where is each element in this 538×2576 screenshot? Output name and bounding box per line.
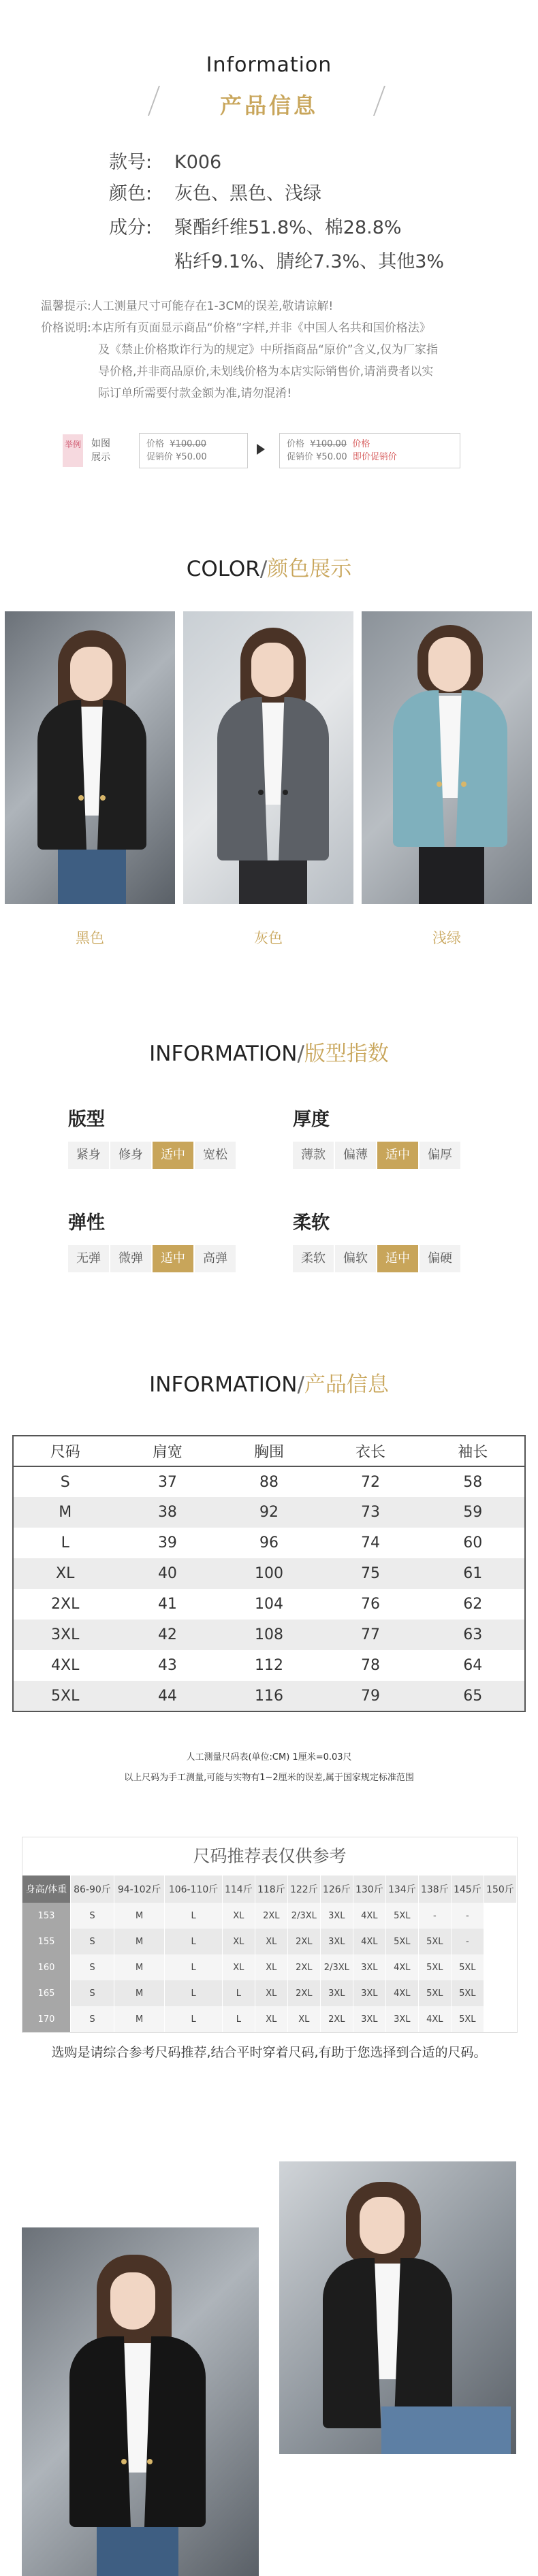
size-cell: 74 — [361, 1534, 380, 1551]
photo-light-green — [362, 611, 532, 904]
fit-option: 微弹 — [110, 1245, 151, 1272]
fit-option-selected: 适中 — [153, 1142, 193, 1169]
bottom-photo-right — [279, 2161, 516, 2454]
height-cell: 155 — [22, 1929, 70, 1954]
fit-option: 宽松 — [195, 1142, 236, 1169]
size-cell: 5XL — [51, 1687, 80, 1705]
fit-option-selected: 适中 — [377, 1245, 418, 1272]
price-original: ¥100.00 — [170, 439, 207, 449]
spec-model-value: K006 — [174, 152, 222, 173]
size-table-header — [13, 1436, 525, 1466]
weight-header: 145斤 — [451, 1875, 484, 1903]
weight-header: 118斤 — [255, 1875, 287, 1903]
recommend-cell: - — [418, 1903, 451, 1929]
fit-option: 柔软 — [293, 1245, 334, 1272]
price-example — [63, 429, 471, 470]
size-cell: L — [61, 1534, 69, 1551]
recommend-cell: 4XL — [385, 1954, 418, 1980]
notice-text — [41, 295, 504, 404]
fit-options — [293, 1142, 462, 1169]
size-cell: 43 — [157, 1657, 177, 1674]
fit-option: 偏薄 — [335, 1142, 376, 1169]
recommend-cell: 5XL — [418, 1980, 451, 2006]
recommend-cell: L — [165, 1903, 223, 1929]
fit-option: 偏软 — [335, 1245, 376, 1272]
spec-model — [109, 147, 221, 174]
recommend-cell: M — [114, 1929, 164, 1954]
arrow-right-icon — [257, 444, 265, 455]
size-cell: 78 — [361, 1657, 380, 1674]
model-face — [360, 2197, 405, 2254]
recommend-cell: 3XL — [320, 1903, 353, 1929]
recommend-cell: 4XL — [418, 2006, 451, 2032]
promo-key: 促销价 — [287, 452, 314, 462]
fit-title-cn: 版型指数 — [304, 1042, 389, 1066]
recommend-cell: M — [114, 2006, 164, 2032]
recommend-cell: XL — [255, 1980, 287, 2006]
recommend-body — [22, 1903, 517, 2032]
spec-material-line1: 聚酯纤维51.8%、棉28.8% — [174, 217, 402, 238]
size-recommend-box — [22, 1837, 518, 2033]
weight-header: 114斤 — [222, 1875, 255, 1903]
color-label-black: 黑色 — [76, 930, 104, 946]
recommend-cell: L — [165, 2006, 223, 2032]
size-cell: XL — [56, 1565, 75, 1582]
size-cell: 2XL — [51, 1596, 80, 1613]
size-cell: 108 — [254, 1626, 283, 1643]
fit-option-selected: 适中 — [153, 1245, 193, 1272]
weight-header: 150斤 — [484, 1875, 516, 1903]
recommend-corner: 身高/体重 — [22, 1875, 70, 1903]
weight-header: 126斤 — [320, 1875, 353, 1903]
color-section-title — [0, 551, 538, 582]
recommend-cell: 4XL — [353, 1929, 385, 1954]
recommend-cell: - — [451, 1929, 484, 1954]
fit-group-title: 弹性 — [68, 1212, 105, 1234]
color-label-green: 浅绿 — [432, 930, 461, 946]
size-cell: 100 — [254, 1565, 283, 1582]
recommend-title: 尺码推荐表仅供参考 — [193, 1846, 347, 1866]
promo-key: 促销价 — [146, 452, 174, 462]
recommend-cell: L — [165, 1954, 223, 1980]
notice-line: 际订单所需要付款金额为准,请勿混淆! — [98, 387, 292, 400]
size-table — [12, 1435, 526, 1712]
recommend-cell: L — [222, 1980, 255, 2006]
recommend-cell: 5XL — [451, 2006, 484, 2032]
size-cell: 41 — [157, 1596, 177, 1613]
size-cell: 116 — [254, 1687, 283, 1705]
jacket-button — [78, 795, 84, 801]
recommend-cell: 5XL — [451, 1980, 484, 2006]
promo-price: ¥50.00 — [176, 452, 207, 462]
column-header: 尺码 — [50, 1444, 80, 1461]
fit-option-selected: 适中 — [377, 1142, 418, 1169]
bottom-photo-left — [22, 2227, 259, 2576]
size-title-cn: 产品信息 — [304, 1372, 389, 1397]
price-box-after — [279, 433, 460, 468]
fit-option: 薄款 — [293, 1142, 334, 1169]
size-cell: 77 — [361, 1626, 380, 1643]
recommend-cell: S — [70, 1980, 114, 2006]
info-title-cn: 产品信息 — [219, 93, 318, 118]
size-cell: 3XL — [51, 1626, 80, 1643]
weight-header: 94-102斤 — [114, 1875, 164, 1903]
size-cell: 65 — [463, 1687, 483, 1705]
color-title-cn: 颜色展示 — [267, 557, 352, 581]
fit-group-elasticity — [68, 1208, 237, 1272]
fit-group-cut — [68, 1104, 237, 1169]
model-trousers — [239, 860, 307, 904]
size-row — [13, 1620, 525, 1650]
recommend-cell: 2XL — [287, 1980, 320, 2006]
size-cell: 64 — [463, 1657, 483, 1674]
recommend-cell: XL — [222, 1903, 255, 1929]
spec-color — [109, 178, 321, 205]
size-cell: 38 — [157, 1504, 177, 1521]
recommend-cell: 5XL — [385, 1903, 418, 1929]
recommend-header — [22, 1875, 517, 1903]
size-cell: 96 — [259, 1534, 279, 1551]
size-cell: 44 — [157, 1687, 177, 1705]
spec-material-line2: 粘纤9.1%、腈纶7.3%、其他3% — [174, 251, 445, 272]
recommend-cell: S — [70, 1903, 114, 1929]
recommend-cell: S — [70, 1929, 114, 1954]
size-table-body — [13, 1466, 525, 1711]
size-cell: 37 — [157, 1473, 177, 1491]
photo-black — [5, 611, 175, 904]
size-cell: 76 — [361, 1596, 380, 1613]
height-cell: 170 — [22, 2006, 70, 2032]
color-title-en: COLOR — [186, 557, 260, 581]
recommend-cell: 5XL — [418, 1954, 451, 1980]
recommend-cell: XL — [222, 1929, 255, 1954]
spec-material — [109, 212, 402, 239]
price-box-before — [139, 433, 248, 468]
model-trousers — [419, 847, 484, 904]
recommend-cell: 5XL — [385, 1929, 418, 1954]
recommend-cell: XL — [255, 1954, 287, 1980]
spec-color-key: 颜色: — [109, 183, 153, 204]
size-cell: 60 — [463, 1534, 483, 1551]
price-key: 价格 — [146, 439, 165, 449]
recommend-cell: 2XL — [287, 1954, 320, 1980]
fit-group-thickness — [293, 1104, 462, 1169]
recommend-cell: - — [451, 1903, 484, 1929]
fit-options — [68, 1245, 237, 1272]
column-header: 袖长 — [458, 1444, 488, 1461]
example-label — [91, 437, 110, 464]
size-cell: 75 — [361, 1565, 380, 1582]
size-cell: 72 — [361, 1473, 380, 1491]
jacket-button — [147, 2459, 153, 2464]
jacket-button — [461, 782, 466, 787]
size-row — [13, 1497, 525, 1528]
recommend-cell: L — [165, 1980, 223, 2006]
model-face — [428, 637, 471, 692]
fit-option: 偏硬 — [420, 1245, 460, 1272]
weight-header: 106-110斤 — [165, 1875, 223, 1903]
model-jeans — [381, 2406, 511, 2454]
recommend-cell: 2XL — [287, 1929, 320, 1954]
jacket-button — [258, 790, 264, 795]
recommend-cell: 2/3XL — [320, 1954, 353, 1980]
size-title-en: INFORMATION — [149, 1372, 298, 1397]
size-cell: 61 — [463, 1565, 483, 1582]
recommend-cell: 3XL — [353, 1980, 385, 2006]
recommend-cell: S — [70, 2006, 114, 2032]
recommend-cell: M — [114, 1903, 164, 1929]
weight-header: 86-90斤 — [70, 1875, 114, 1903]
notice-line: 价格说明:本店所有页面显示商品“价格”字样,并非《中国人名共和国价格法》 — [41, 321, 431, 335]
size-cell: 59 — [463, 1504, 483, 1521]
recommend-cell: L — [222, 2006, 255, 2032]
title-slash: / — [259, 557, 268, 581]
model-face — [251, 643, 294, 697]
recommend-cell: 2XL — [255, 1903, 287, 1929]
recommend-row — [22, 1954, 517, 1980]
size-cell: 88 — [259, 1473, 279, 1491]
recommend-cell: 2/3XL — [287, 1903, 320, 1929]
recommend-cell: 4XL — [385, 1980, 418, 2006]
recommend-cell: 3XL — [353, 1954, 385, 1980]
recommend-cell: 2XL — [320, 2006, 353, 2032]
recommend-cell: M — [114, 1980, 164, 2006]
recommend-row — [22, 2006, 517, 2032]
recommend-row — [22, 1980, 517, 2006]
weight-header: 138斤 — [418, 1875, 451, 1903]
size-cell: 39 — [157, 1534, 177, 1551]
color-label-grey: 灰色 — [254, 930, 283, 946]
promo-price: ¥50.00 — [316, 452, 347, 462]
size-cell: 112 — [254, 1657, 283, 1674]
notice-line: 温馨提示:人工测量尺寸可能存在1-3CM的误差,敬请谅解! — [41, 300, 334, 313]
fit-option: 紧身 — [68, 1142, 109, 1169]
recommend-cell: 4XL — [353, 1903, 385, 1929]
size-note-1: 人工测量尺码表(单位:CM) 1厘米=0.03尺 — [186, 1752, 352, 1762]
size-section-title — [0, 1367, 538, 1398]
jacket-button — [283, 790, 288, 795]
fit-option: 高弹 — [195, 1245, 236, 1272]
fit-group-softness — [293, 1208, 462, 1272]
height-cell: 160 — [22, 1954, 70, 1980]
model-face — [110, 2272, 155, 2330]
size-cell: S — [60, 1473, 70, 1491]
model-jeans — [97, 2527, 178, 2576]
fit-option: 修身 — [110, 1142, 151, 1169]
price-original: ¥100.00 — [310, 439, 347, 449]
fit-options — [68, 1142, 237, 1169]
spec-color-value: 灰色、黑色、浅绿 — [174, 183, 321, 204]
fit-options — [293, 1245, 462, 1272]
spec-material-key: 成分: — [109, 217, 153, 238]
recommend-cell: M — [114, 1954, 164, 1980]
size-row — [13, 1558, 525, 1589]
price-key: 价格 — [287, 439, 305, 449]
recommend-table — [22, 1875, 517, 2032]
price-tag: 价格 — [352, 439, 370, 449]
jacket-button — [100, 795, 106, 801]
recommend-cell: XL — [255, 2006, 287, 2032]
size-cell: 79 — [361, 1687, 380, 1705]
example-badge: 举例 — [63, 434, 83, 467]
example-label-line1: 如图 — [91, 438, 110, 449]
fit-group-title: 柔软 — [293, 1212, 330, 1234]
weight-header: 130斤 — [353, 1875, 385, 1903]
jacket-button — [121, 2459, 127, 2464]
size-cell: 73 — [361, 1504, 380, 1521]
size-cell: 40 — [157, 1565, 177, 1582]
model-face — [70, 647, 112, 701]
size-cell: M — [59, 1504, 72, 1521]
recommend-cell: 3XL — [385, 2006, 418, 2032]
title-slash: / — [297, 1372, 304, 1397]
size-cell: 92 — [259, 1504, 279, 1521]
recommend-cell: XL — [222, 1954, 255, 1980]
fit-group-title: 厚度 — [293, 1109, 330, 1130]
weight-header: 122斤 — [287, 1875, 320, 1903]
height-cell: 153 — [22, 1903, 70, 1929]
model-jeans — [58, 850, 126, 904]
size-row — [13, 1466, 525, 1497]
fit-group-title: 版型 — [68, 1109, 105, 1130]
size-row — [13, 1589, 525, 1620]
height-cell: 165 — [22, 1980, 70, 2006]
recommend-row — [22, 1903, 517, 1929]
column-header: 肩宽 — [152, 1444, 183, 1461]
recommend-cell: 5XL — [418, 1929, 451, 1954]
size-cell: 62 — [463, 1596, 483, 1613]
recommend-cell: 3XL — [353, 2006, 385, 2032]
size-cell: 4XL — [51, 1657, 80, 1674]
fit-section-title — [0, 1036, 538, 1067]
recommend-cell: 3XL — [320, 1980, 353, 2006]
info-title-en: Information — [206, 53, 332, 77]
weight-header: 134斤 — [385, 1875, 418, 1903]
recommend-cell: 5XL — [451, 1954, 484, 1980]
recommend-cell: S — [70, 1954, 114, 1980]
notice-line: 导价格,并非商品原价,未划线价格为本店实际销售价,请消费者以实 — [98, 365, 434, 379]
recommend-cell: 3XL — [320, 1929, 353, 1954]
photo-grey — [183, 611, 353, 904]
example-label-line2: 展示 — [91, 452, 110, 463]
recommend-cell: L — [165, 1929, 223, 1954]
size-row — [13, 1528, 525, 1558]
fit-title-en: INFORMATION — [149, 1042, 298, 1066]
fit-option: 偏厚 — [420, 1142, 460, 1169]
notice-line: 及《禁止价格欺诈行为的规定》中所指商品“原价”含义,仅为厂家指 — [98, 343, 439, 357]
recommend-cell: XL — [255, 1929, 287, 1954]
size-cell: 58 — [463, 1473, 483, 1491]
spec-model-key: 款号: — [109, 152, 153, 173]
size-cell: 104 — [254, 1596, 283, 1613]
promo-tag: 即价促销价 — [352, 452, 397, 462]
size-cell: 42 — [157, 1626, 177, 1643]
size-row — [13, 1681, 525, 1711]
recommend-row — [22, 1929, 517, 1954]
title-slash: / — [297, 1042, 304, 1066]
size-row — [13, 1650, 525, 1681]
fit-option: 无弹 — [68, 1245, 109, 1272]
column-header: 胸围 — [253, 1444, 284, 1461]
jacket-button — [437, 782, 442, 787]
size-cell: 63 — [463, 1626, 483, 1643]
recommend-note: 选购是请综合参考尺码推荐,结合平时穿着尺码,有助于您选择到合适的尺码。 — [51, 2045, 487, 2060]
recommend-cell: XL — [287, 2006, 320, 2032]
column-header: 衣长 — [355, 1444, 385, 1461]
size-note-2: 以上尺码为手工测量,可能与实物有1~2厘米的误差,属于国家规定标准范围 — [124, 1773, 414, 1783]
